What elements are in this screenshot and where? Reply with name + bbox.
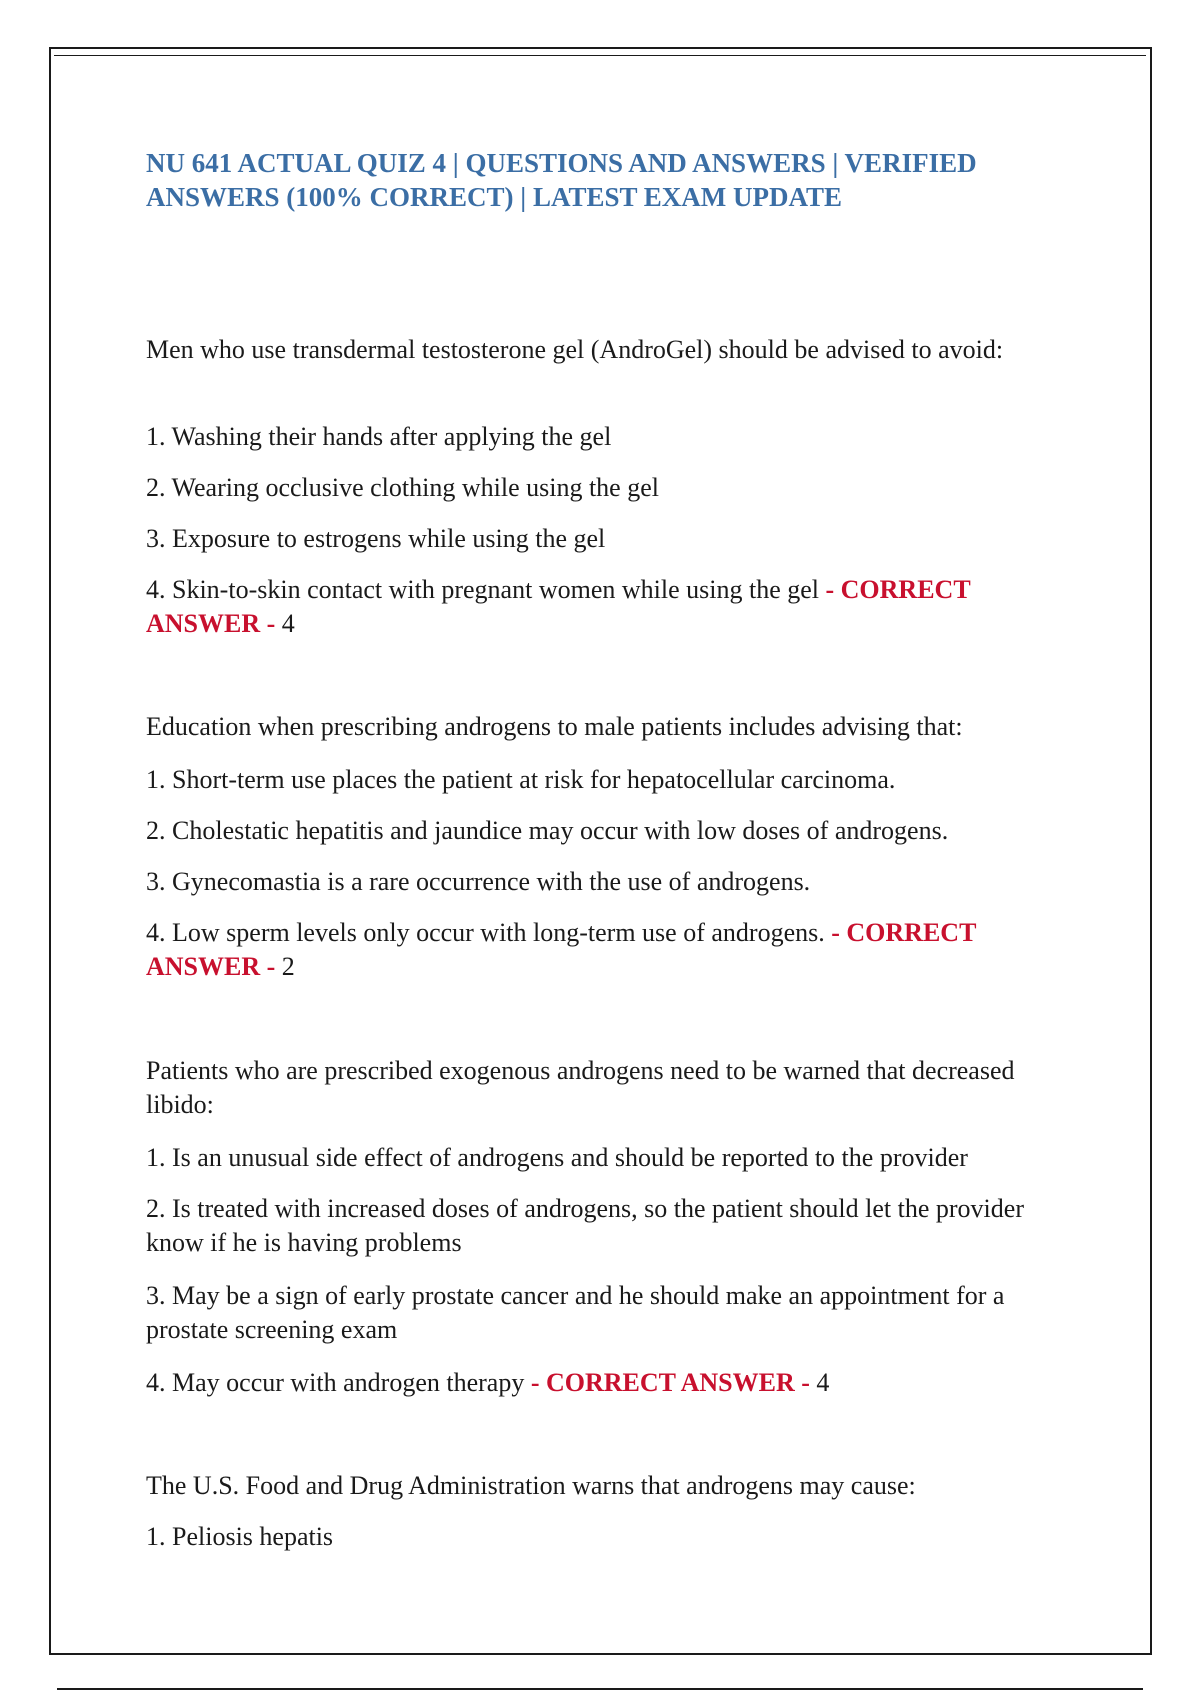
question-2-option-4 xyxy=(146,916,1066,984)
question-2-option-1: 1. Short-term use places the patient at risk for hepatocellular carcinoma. xyxy=(146,765,896,794)
question-2-option-3: 3. Gynecomastia is a rare occurrence with the use of androgens. xyxy=(146,867,811,896)
question-3-option-4 xyxy=(146,1366,1066,1400)
option-text: 4. Skin-to-skin contact with pregnant women while using the gel xyxy=(146,575,819,604)
question-2-stem: Education when prescribing androgens to male patients includes advising that: xyxy=(146,712,963,741)
question-1-stem: Men who use transdermal testosterone gel (AndroGel) should be advised to avoid: xyxy=(146,335,1004,364)
page-border xyxy=(49,47,1152,1655)
option-text: 4. May occur with androgen therapy xyxy=(146,1368,525,1397)
correct-answer-value: 4 xyxy=(281,609,295,638)
question-4-stem: The U.S. Food and Drug Administration warns that androgens may cause: xyxy=(146,1471,916,1500)
question-1-option-3: 3. Exposure to estrogens while using the gel xyxy=(146,524,606,553)
page-bottom-rule xyxy=(57,1688,1143,1690)
question-2-option-2: 2. Cholestatic hepatitis and jaundice may occur with low doses of androgens. xyxy=(146,816,949,845)
question-3-option-3: 3. May be a sign of early prostate cancer and he should make an appointment for a prostate screening exam xyxy=(146,1281,1005,1344)
correct-answer-value: 2 xyxy=(281,952,295,981)
question-1-option-4 xyxy=(146,573,1066,641)
page-top-rule xyxy=(54,55,1146,56)
correct-answer-label: - CORRECT ANSWER - xyxy=(146,918,976,981)
question-1-option-1: 1. Washing their hands after applying the gel xyxy=(146,422,612,451)
document-title: NU 641 ACTUAL QUIZ 4 | QUESTIONS AND ANSWERS | VERIFIED ANSWERS (100% CORRECT) | LATEST EXAM UPDATE xyxy=(146,148,977,212)
question-4-option-1: 1. Peliosis hepatis xyxy=(146,1522,334,1551)
question-3-stem: Patients who are prescribed exogenous androgens need to be warned that decreased libido: xyxy=(146,1056,1015,1119)
correct-answer-value: 4 xyxy=(816,1368,830,1397)
correct-answer-label: - CORRECT ANSWER - xyxy=(146,575,971,638)
question-1-option-2: 2. Wearing occlusive clothing while using the gel xyxy=(146,473,659,502)
option-text: 4. Low sperm levels only occur with long-term use of androgens. xyxy=(146,918,825,947)
correct-answer-label: - CORRECT ANSWER - xyxy=(530,1368,810,1397)
question-3-option-2: 2. Is treated with increased doses of androgens, so the patient should let the provider know if he is having problems xyxy=(146,1194,1024,1257)
question-3-option-1: 1. Is an unusual side effect of androgens and should be reported to the provider xyxy=(146,1143,968,1172)
